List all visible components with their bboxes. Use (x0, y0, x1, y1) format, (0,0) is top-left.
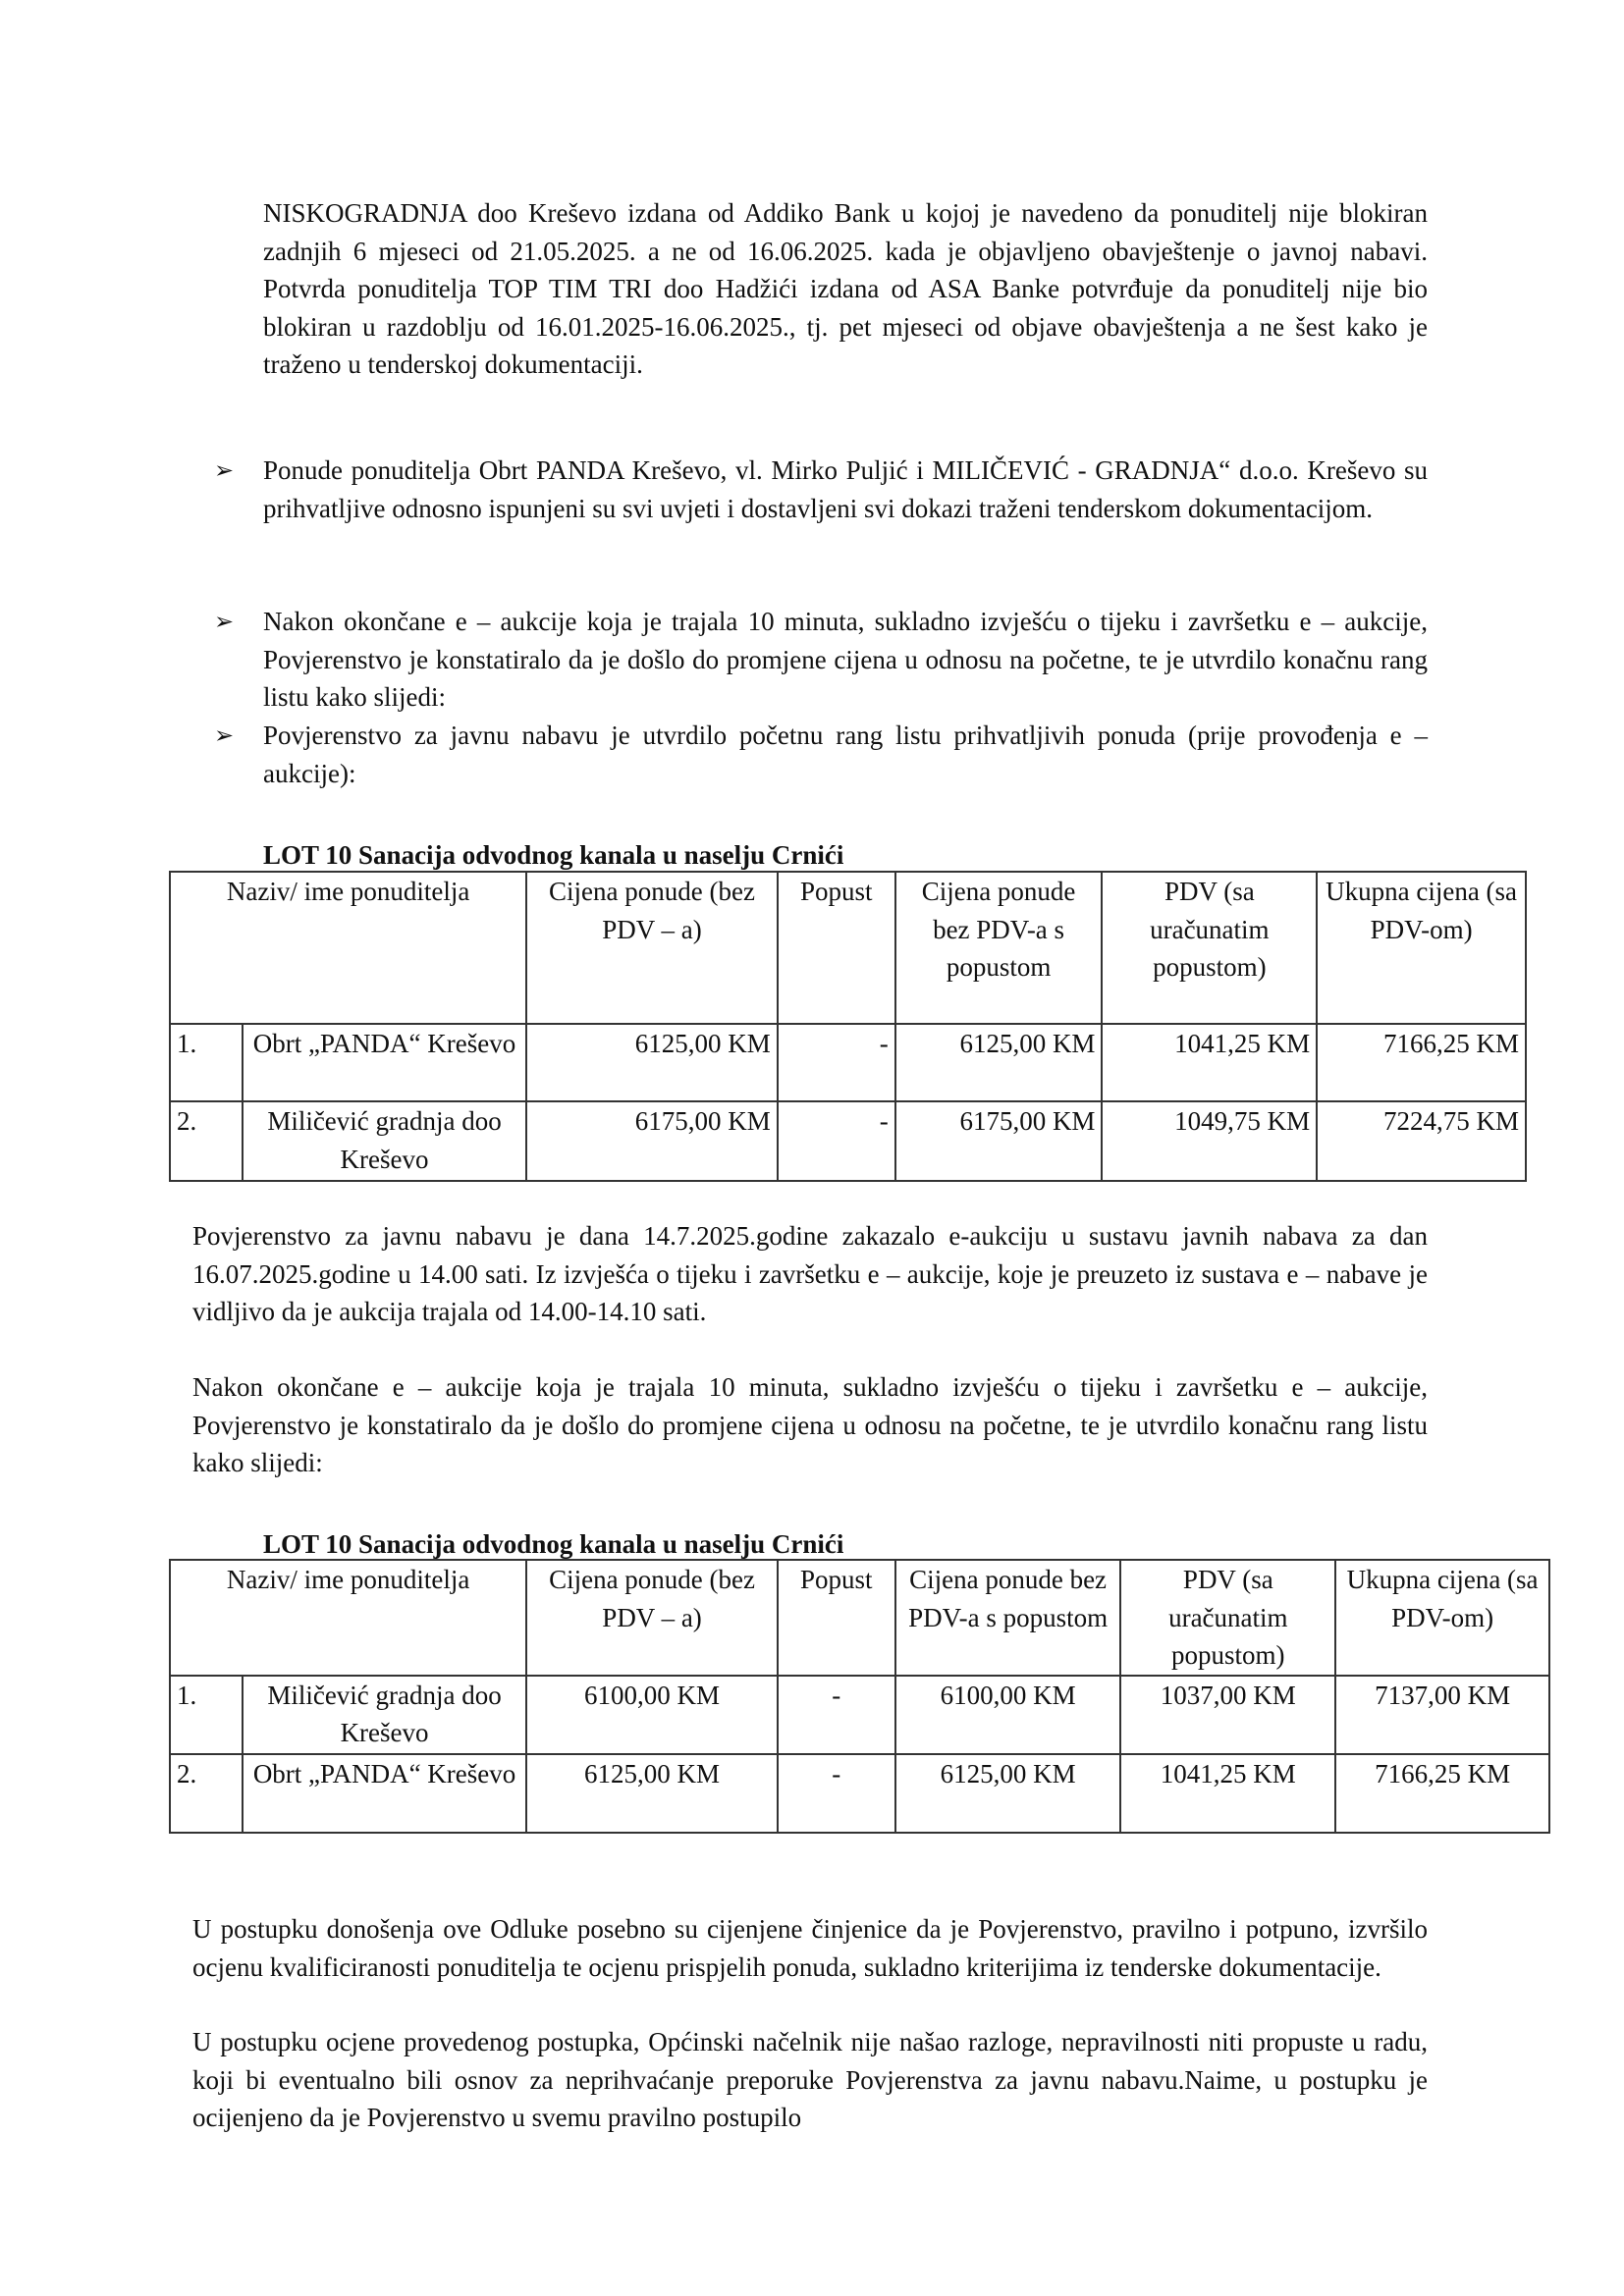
bidder-name-cell: Obrt „PANDA“ Kreševo (243, 1754, 526, 1833)
header-price: Cijena ponude (bez PDV – a) (526, 872, 778, 1024)
rank-cell: 2. (170, 1101, 243, 1181)
table-row (170, 1101, 1526, 1181)
price-cell: 6175,00 KM (526, 1101, 778, 1181)
header-discount: Popust (778, 1560, 895, 1676)
total-cell: 7224,75 KM (1317, 1101, 1526, 1181)
bidder-name-cell: Miličević gradnja doo Kreševo (243, 1676, 526, 1754)
discount-cell: - (778, 1101, 895, 1181)
bullet-text: Povjerenstvo za javnu nabavu je utvrdilo početnu rang listu prihvatljivih ponuda (prije provođenja e – aukcije): (263, 721, 1428, 788)
table-row (170, 1676, 1549, 1754)
table-row (170, 1024, 1526, 1101)
arrowhead-bullet-icon: ➢ (214, 721, 235, 749)
header-vat: PDV (sa uračunatim popustom) (1120, 1560, 1335, 1676)
vat-cell: 1037,00 KM (1120, 1676, 1335, 1754)
bidder-name-cell: Obrt „PANDA“ Kreševo (243, 1024, 526, 1101)
table-initial-title: LOT 10 Sanacija odvodnog kanala u naselju Crnići (263, 840, 844, 870)
price-cell: 6125,00 KM (526, 1024, 778, 1101)
header-price: Cijena ponude (bez PDV – a) (526, 1560, 778, 1676)
paragraph-bank-confirmation: NISKOGRADNJA doo Kreševo izdana od Addiko Bank u kojoj je navedeno da ponuditelj nije blokiran zadnjih 6 mjeseci od 21.05.2025. a ne od 16.06.2025. kada je objavljeno obavještenje o javnoj nabavi. Potvrda ponuditelja TOP TIM TRI doo Hadžići izdana od ASA Banke potvrđuje da ponuditelj nije bio blokiran u razdoblju od 16.01.2025-16.06.2025., tj. pet mjeseci od objave obavještenja a ne šest kako je traženo u tenderskoj dokumentaciji. (263, 198, 1428, 379)
bidder-name-cell: Miličević gradnja doo Kreševo (243, 1101, 526, 1181)
paragraph-evaluation: U postupku ocjene provedenog postupka, Općinski načelnik nije našao razloge, nepravilnosti niti propuste u radu, koji bi eventualno bili osnov za neprihvaćanje preporuke Povjerenstva za javnu nabavu.Naime, u postupku je ocijenjeno da je Povjerenstvo u svemu pravilno postupilo (192, 2027, 1428, 2132)
vat-cell: 1041,25 KM (1102, 1024, 1317, 1101)
table-header-row (170, 872, 1526, 1024)
total-cell: 7166,25 KM (1317, 1024, 1526, 1101)
bullet-item-initial-ranking (214, 717, 1428, 792)
discount-cell: - (778, 1024, 895, 1101)
bullet-item-auction-result (214, 603, 1428, 717)
price-discounted-cell: 6175,00 KM (895, 1101, 1103, 1181)
paragraph-auction-schedule: Povjerenstvo za javnu nabavu je dana 14.7.2025.godine zakazalo e-aukciju u sustavu javnih nabava za dan 16.07.2025.godine u 14.00 sati. Iz izvješća o tijeku i završetku e – aukcije, koje je preuzeto iz sustava e – nabave je vidljivo da je aukcija trajala od 14.00-14.10 sati. (192, 1221, 1428, 1326)
vat-cell: 1049,75 KM (1102, 1101, 1317, 1181)
price-discounted-cell: 6100,00 KM (895, 1676, 1121, 1754)
header-bidder-name: Naziv/ ime ponuditelja (170, 872, 526, 1024)
table-final-title: LOT 10 Sanacija odvodnog kanala u naselju Crnići (263, 1529, 844, 1559)
rank-cell: 1. (170, 1024, 243, 1101)
header-bidder-name: Naziv/ ime ponuditelja (170, 1560, 526, 1676)
discount-cell: - (778, 1754, 895, 1833)
header-total: Ukupna cijena (sa PDV-om) (1317, 872, 1526, 1024)
arrowhead-bullet-icon: ➢ (214, 456, 235, 484)
discount-cell: - (778, 1676, 895, 1754)
table-header-row (170, 1560, 1549, 1676)
header-price-discounted: Cijena ponude bez PDV-a s popustom (895, 1560, 1121, 1676)
header-total: Ukupna cijena (sa PDV-om) (1335, 1560, 1549, 1676)
bullet-text: Ponude ponuditelja Obrt PANDA Kreševo, vl. Mirko Puljić i MILIČEVIĆ - GRADNJA“ d.o.o. Kreševo su prihvatljive odnosno ispunjeni su svi uvjeti i dostavljeni svi dokazi traženi tenderskom dokumentacijom. (263, 455, 1428, 523)
price-cell: 6100,00 KM (526, 1676, 778, 1754)
header-price-discounted: Cijena ponude bez PDV-a s popustom (895, 872, 1103, 1024)
bullet-item-acceptable-offers (214, 452, 1428, 527)
paragraph-auction-outcome: Nakon okončane e – aukcije koja je trajala 10 minuta, sukladno izvješću o tijeku i završetku e – aukcije, Povjerenstvo je konstatiralo da je došlo do promjene cijena u odnosu na početne, te je utvrdilo konačnu rang listu kako slijedi: (192, 1372, 1428, 1477)
rank-cell: 2. (170, 1754, 243, 1833)
final-ranking-table (169, 1559, 1550, 1834)
header-vat: PDV (sa uračunatim popustom) (1102, 872, 1317, 1024)
table-row (170, 1754, 1549, 1833)
bullet-text: Nakon okončane e – aukcije koja je trajala 10 minuta, sukladno izvješću o tijeku i završetku e – aukcije, Povjerenstvo je konstatiralo da je došlo do promjene cijena u odnosu na početne, te je utvrdilo konačnu rang listu kako slijedi: (263, 607, 1428, 712)
rank-cell: 1. (170, 1676, 243, 1754)
price-discounted-cell: 6125,00 KM (895, 1754, 1121, 1833)
vat-cell: 1041,25 KM (1120, 1754, 1335, 1833)
total-cell: 7166,25 KM (1335, 1754, 1549, 1833)
price-discounted-cell: 6125,00 KM (895, 1024, 1103, 1101)
arrowhead-bullet-icon: ➢ (214, 608, 235, 635)
initial-ranking-table (169, 871, 1527, 1182)
header-discount: Popust (778, 872, 895, 1024)
price-cell: 6125,00 KM (526, 1754, 778, 1833)
total-cell: 7137,00 KM (1335, 1676, 1549, 1754)
paragraph-decision-basis: U postupku donošenja ove Odluke posebno su cijenjene činjenice da je Povjerenstvo, pravilno i potpuno, izvršilo ocjenu kvalificiranosti ponuditelja te ocjenu prispjelih ponuda, sukladno kriterijima iz tenderske dokumentacije. (192, 1914, 1428, 1982)
